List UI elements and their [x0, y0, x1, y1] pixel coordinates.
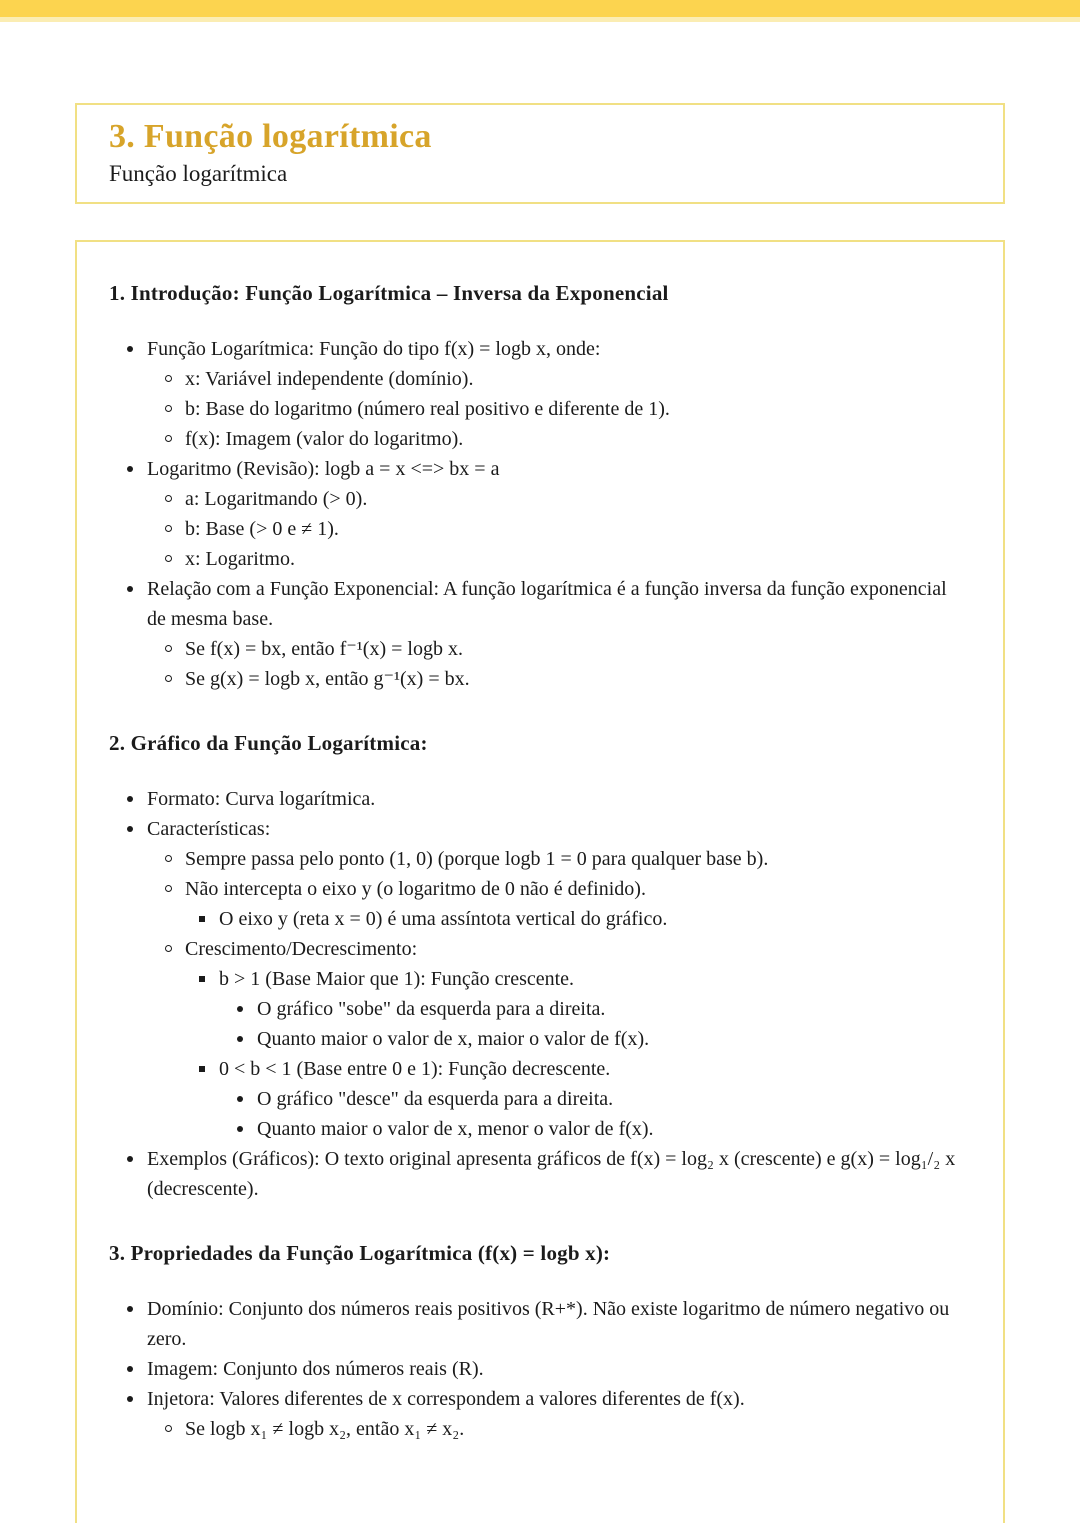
section-propriedades	[107, 1238, 963, 1444]
list-item: Características:	[127, 814, 963, 844]
bullet-square-icon	[199, 1054, 219, 1072]
section-heading: 3. Propriedades da Função Logarítmica (f(x) = logb x):	[109, 1241, 611, 1265]
bullet-disc-icon	[127, 334, 147, 352]
section-heading: 1. Introdução: Função Logarítmica – Inversa da Exponencial	[109, 281, 669, 305]
bullet-circle-icon	[165, 514, 185, 532]
bullet-disc-icon	[127, 814, 147, 832]
bullet-circle-icon	[165, 484, 185, 502]
section-introducao	[107, 278, 963, 694]
top-accent-bar	[0, 0, 1080, 22]
bullet-disc-icon	[127, 454, 147, 472]
bullet-disc-icon	[237, 1024, 257, 1042]
page-title: 3. Função logarítmica	[109, 118, 432, 155]
list-item: x: Variável independente (domínio).	[165, 364, 963, 394]
bullet-circle-icon	[165, 664, 185, 682]
bullet-disc-icon	[127, 784, 147, 802]
list-item: Crescimento/Decrescimento:	[165, 934, 963, 964]
list-item: O gráfico "sobe" da esquerda para a direita.	[237, 994, 963, 1024]
list-item: 0 < b < 1 (Base entre 0 e 1): Função decrescente.	[199, 1054, 963, 1084]
bullet-circle-icon	[165, 634, 185, 652]
list-item: Função Logarítmica: Função do tipo f(x) = logb x, onde:	[127, 334, 963, 364]
list-item: Se logb x₁ ≠ logb x₂, então x₁ ≠ x₂.	[165, 1414, 963, 1444]
bullet-circle-icon	[165, 544, 185, 562]
list-item: Não intercepta o eixo y (o logaritmo de 0 não é definido).	[165, 874, 963, 904]
list-item: Se g(x) = logb x, então g⁻¹(x) = bx.	[165, 664, 963, 694]
bullet-circle-icon	[165, 934, 185, 952]
list-item: O gráfico "desce" da esquerda para a direita.	[237, 1084, 963, 1114]
list-item: b: Base do logaritmo (número real positivo e diferente de 1).	[165, 394, 963, 424]
list-item: Se f(x) = bx, então f⁻¹(x) = logb x.	[165, 634, 963, 664]
bullet-disc-icon	[127, 1384, 147, 1402]
bullet-disc-icon	[127, 1354, 147, 1372]
list-item: Domínio: Conjunto dos números reais positivos (R+*). Não existe logaritmo de número negativo ou zero.	[127, 1294, 963, 1354]
list-item: Formato: Curva logarítmica.	[127, 784, 963, 814]
content-card	[75, 240, 1005, 1523]
bullet-circle-icon	[165, 364, 185, 382]
bullet-disc-icon	[237, 1114, 257, 1132]
bullet-circle-icon	[165, 394, 185, 412]
title-card	[75, 103, 1005, 204]
bullet-square-icon	[199, 904, 219, 922]
list-item: Quanto maior o valor de x, maior o valor de f(x).	[237, 1024, 963, 1054]
bullet-disc-icon	[237, 994, 257, 1012]
list-item: Injetora: Valores diferentes de x correspondem a valores diferentes de f(x).	[127, 1384, 963, 1414]
list-item: b > 1 (Base Maior que 1): Função crescente.	[199, 964, 963, 994]
bullet-circle-icon	[165, 1414, 185, 1432]
list-item: b: Base (> 0 e ≠ 1).	[165, 514, 963, 544]
bullet-disc-icon	[127, 1144, 147, 1162]
bullet-circle-icon	[165, 844, 185, 862]
bullet-circle-icon	[165, 874, 185, 892]
bullet-square-icon	[199, 964, 219, 982]
list-item: Logaritmo (Revisão): logb a = x <=> bx = a	[127, 454, 963, 484]
page-subtitle: Função logarítmica	[109, 161, 288, 186]
bullet-circle-icon	[165, 424, 185, 442]
bullet-disc-icon	[127, 574, 147, 592]
bullet-disc-icon	[127, 1294, 147, 1312]
list-item: Quanto maior o valor de x, menor o valor de f(x).	[237, 1114, 963, 1144]
bullet-disc-icon	[237, 1084, 257, 1102]
section-grafico	[107, 728, 963, 1204]
list-item: Imagem: Conjunto dos números reais (R).	[127, 1354, 963, 1384]
list-item: Sempre passa pelo ponto (1, 0) (porque logb 1 = 0 para qualquer base b).	[165, 844, 963, 874]
list-item: x: Logaritmo.	[165, 544, 963, 574]
list-item: a: Logaritmando (> 0).	[165, 484, 963, 514]
list-item: O eixo y (reta x = 0) é uma assíntota vertical do gráfico.	[199, 904, 963, 934]
list-item: Exemplos (Gráficos): O texto original apresenta gráficos de f(x) = log₂ x (crescente) e g(x) = log₁/₂ x (decrescente).	[127, 1144, 963, 1204]
list-item: Relação com a Função Exponencial: A função logarítmica é a função inversa da função exponencial de mesma base.	[127, 574, 963, 634]
section-heading: 2. Gráfico da Função Logarítmica:	[109, 731, 428, 755]
list-item: f(x): Imagem (valor do logaritmo).	[165, 424, 963, 454]
